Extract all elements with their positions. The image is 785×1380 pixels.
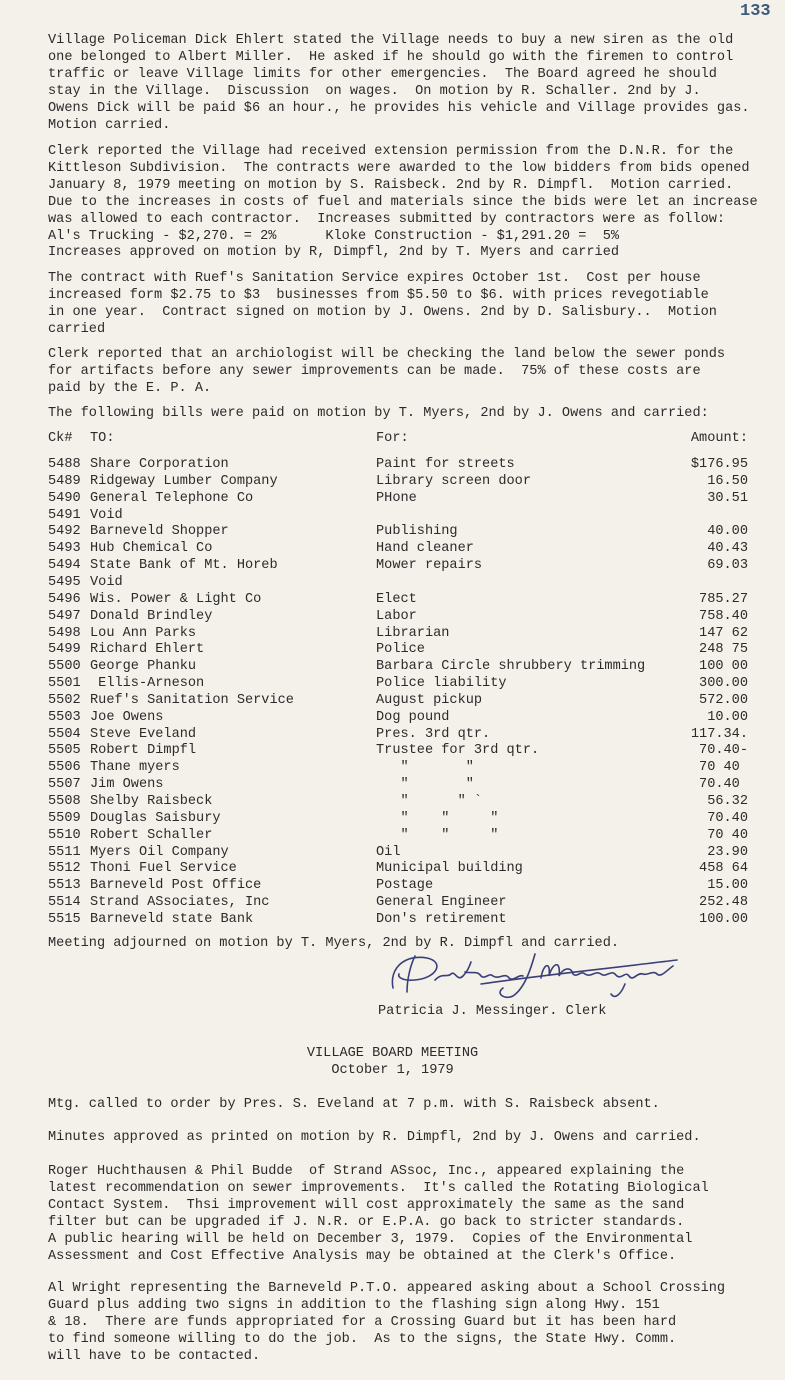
check-number: 5513	[48, 878, 81, 894]
purpose: Librarian	[376, 625, 450, 641]
check-number: 5496	[48, 591, 81, 607]
table-row	[48, 861, 748, 878]
purpose: Don's retirement	[376, 911, 507, 927]
paragraph-sewer-improvements: Roger Huchthausen & Phil Budde of Strand ASsoc, Inc., appeared explaining the latest recommendation on sewer improvements. It's called the Rotating Biological Contact System. Thsi improvement will cost approximately the same as the sand filter but can be upgraded if J. N.R. or E.P.A. go back to stricter standards. A public hearing will be held on December 3, 1979. Copies of the Environmental Assessment and Cost Effective Analysis may be obtained at the Clerk's Office.	[48, 1164, 709, 1264]
table-row	[48, 457, 748, 474]
purpose: " " "	[376, 810, 499, 826]
payee: Douglas Saisbury	[90, 810, 221, 826]
payee: Robert Schaller	[90, 827, 213, 843]
purpose: Hand cleaner	[376, 541, 474, 557]
payee: Ridgeway Lumber Company	[90, 473, 278, 489]
check-number: 5491	[48, 507, 81, 523]
check-number: 5509	[48, 810, 81, 826]
payee: Myers Oil Company	[90, 844, 229, 860]
check-number: 5501	[48, 676, 81, 692]
amount: 70.40	[707, 810, 748, 826]
table-row	[48, 878, 748, 895]
purpose: General Engineer	[376, 895, 507, 911]
header-check-number: Ck#	[48, 431, 73, 446]
payee: Void	[90, 507, 123, 523]
amount: 16.50	[707, 473, 748, 489]
table-row	[48, 659, 748, 676]
amount: 30.51	[707, 490, 748, 506]
amount: 56.32	[707, 794, 748, 809]
purpose: Elect	[376, 591, 417, 607]
payee: Barneveld Shopper	[90, 524, 229, 540]
purpose: Police liability	[376, 676, 507, 692]
amount: 70 40	[699, 760, 748, 776]
amount: 70 40	[707, 827, 748, 843]
table-row	[48, 743, 748, 760]
check-number: 5514	[48, 895, 81, 911]
table-row	[48, 592, 748, 609]
payee: George Phanku	[90, 659, 197, 675]
amount: 70.40-	[699, 743, 748, 759]
amount: 23.90	[707, 844, 748, 860]
check-number: 5503	[48, 709, 81, 725]
paragraph-minutes-approved: Minutes approved as printed on motion by R. Dimpfl, 2nd by J. Owens and carried.	[48, 1130, 701, 1145]
meeting-date: October 1, 1979	[331, 1063, 454, 1078]
header-amount: Amount:	[690, 431, 748, 446]
purpose: Dog pound	[376, 709, 450, 725]
check-number: 5505	[48, 743, 81, 759]
adjournment-text: Meeting adjourned on motion by T. Myers, 2nd by R. Dimpfl and carried.	[48, 936, 620, 951]
paragraph-call-to-order: Mtg. called to order by Pres. S. Eveland at 7 p.m. with S. Raisbeck absent.	[48, 1097, 660, 1112]
amount: 300.00	[699, 676, 748, 692]
table-row	[48, 642, 748, 659]
header-for: For:	[376, 431, 409, 446]
check-number: 5493	[48, 541, 81, 557]
header-to: TO:	[90, 431, 115, 446]
table-row	[48, 710, 748, 727]
table-row	[48, 845, 748, 862]
purpose: Barbara Circle shrubbery trimming	[376, 659, 646, 675]
amount: 40.43	[707, 541, 748, 557]
table-row	[48, 895, 748, 912]
check-number: 5508	[48, 794, 81, 809]
table-row	[48, 474, 748, 491]
amount: 758.40	[699, 608, 748, 624]
check-number: 5489	[48, 473, 81, 489]
payee: Steve Eveland	[90, 726, 197, 742]
amount: 572.00	[699, 692, 748, 708]
table-row	[48, 558, 748, 575]
table-row	[48, 541, 748, 558]
payee: Ellis-Arneson	[90, 676, 205, 692]
bills-table-header	[48, 431, 748, 448]
check-number: 5502	[48, 692, 81, 708]
payee: Richard Ehlert	[90, 642, 205, 658]
check-number: 5515	[48, 911, 81, 927]
check-number: 5499	[48, 642, 81, 658]
payee: Wis. Power & Light Co	[90, 591, 262, 607]
check-number: 5494	[48, 558, 81, 574]
purpose: Oil	[376, 844, 401, 860]
table-row	[48, 912, 748, 929]
payee: Ruef's Sanitation Service	[90, 692, 294, 708]
payee: Hub Chemical Co	[90, 541, 213, 557]
check-number: 5495	[48, 574, 81, 590]
check-number: 5511	[48, 844, 81, 860]
table-row	[48, 693, 748, 710]
purpose: Library screen door	[376, 473, 531, 489]
amount: 10.00	[707, 709, 748, 725]
amount: 70.40	[699, 777, 748, 793]
table-row	[48, 811, 748, 828]
clerk-name: Patricia J. Messinger. Clerk	[378, 1004, 607, 1019]
purpose: Postage	[376, 878, 434, 894]
amount: 100 00	[699, 659, 748, 675]
payee: Robert Dimpfl	[90, 743, 197, 759]
paragraph-policeman-siren: Village Policeman Dick Ehlert stated the Village needs to buy a new siren as the old one belonged to Albert Miller. He asked if he should go with the firemen to control traffic or leave Village limits for other emergencies. The Board agreed he should stay in the Village. Discussion on wages. On motion by R. Schaller. 2nd by J. Owens Dick will be paid $6 an hour., he provides his vehicle and Village provides gas. Motion carried.	[48, 33, 750, 133]
purpose: Pres. 3rd qtr.	[376, 726, 491, 742]
payee: Shelby Raisbeck	[90, 794, 213, 809]
purpose: August pickup	[376, 692, 483, 708]
amount: 15.00	[707, 878, 748, 894]
table-row	[48, 727, 748, 744]
table-row	[48, 575, 748, 592]
purpose: Municipal building	[376, 861, 523, 877]
purpose: Trustee for 3rd qtr.	[376, 743, 540, 759]
check-number: 5498	[48, 625, 81, 641]
table-row	[48, 794, 748, 811]
purpose: Mower repairs	[376, 558, 483, 574]
check-number: 5500	[48, 659, 81, 675]
amount: 69.03	[707, 558, 748, 574]
check-number: 5497	[48, 608, 81, 624]
paragraph-kittleson-subdivision: Clerk reported the Village had received extension permission from the D.N.R. for the Kittleson Subdivision. The contracts were awarded to the low bidders from bids opened January 8, 1979 meeting on motion by S. Raisbeck. 2nd by R. Dimpfl. Motion carried. Due to the increases in costs of fuel and materials since the bids were let an increase was allowed to each contractor. Increases submitted by contractors were as follow: Al's Trucking - $2,270. = 2% Kloke Construction - $1,291.20 = 5% Increases approved on motion by R, Dimpfl, 2nd by T. Myers and carried	[48, 144, 758, 261]
purpose: Publishing	[376, 524, 458, 540]
purpose: " "	[376, 760, 474, 776]
page-number: 133	[740, 2, 771, 21]
payee: State Bank of Mt. Horeb	[90, 558, 278, 574]
amount: 248 75	[699, 642, 748, 658]
table-row	[48, 828, 748, 845]
check-number: 5507	[48, 777, 81, 793]
purpose: Labor	[376, 608, 417, 624]
table-row	[48, 609, 748, 626]
amount: 458 64	[699, 861, 748, 877]
paragraph-sanitation-contract: The contract with Ruef's Sanitation Service expires October 1st. Cost per house increased form $2.75 to $3 businesses from $5.50 to $6. with prices revegotiable in one year. Contract signed on motion by J. Owens. 2nd by D. Salisbury.. Motion carried	[48, 271, 717, 337]
purpose: " " "	[376, 827, 499, 843]
purpose: Police	[376, 642, 425, 658]
payee: General Telephone Co	[90, 490, 254, 506]
amount: 117.34.	[690, 726, 748, 742]
payee: Lou Ann Parks	[90, 625, 197, 641]
check-number: 5506	[48, 760, 81, 776]
table-row	[48, 508, 748, 525]
check-number: 5490	[48, 490, 81, 506]
amount: 147 62	[699, 625, 748, 641]
payee: Donald Brindley	[90, 608, 213, 624]
meeting-title: VILLAGE BOARD MEETING	[306, 1046, 479, 1061]
payee: Void	[90, 574, 123, 590]
check-number: 5504	[48, 726, 81, 742]
payee: Barneveld Post Office	[90, 878, 262, 894]
purpose: " "	[376, 777, 474, 793]
payee: Jim Owens	[90, 777, 164, 793]
table-row	[48, 524, 748, 541]
paragraph-bills-intro: The following bills were paid on motion by T. Myers, 2nd by J. Owens and carried:	[48, 406, 709, 421]
check-number: 5492	[48, 524, 81, 540]
payee: Joe Owens	[90, 709, 164, 725]
amount: 785.27	[699, 591, 748, 607]
table-row	[48, 777, 748, 794]
payee: Thane myers	[90, 760, 180, 776]
payee: Strand ASsociates, Inc	[90, 895, 270, 911]
table-row	[48, 491, 748, 508]
table-row	[48, 676, 748, 693]
payee: Barneveld state Bank	[90, 911, 254, 927]
payee: Thoni Fuel Service	[90, 861, 237, 877]
check-number: 5488	[48, 457, 81, 472]
amount: 40.00	[707, 524, 748, 540]
purpose: " " `	[376, 794, 483, 809]
paragraph-crossing-guard: Al Wright representing the Barneveld P.T.O. appeared asking about a School Crossing Guard plus adding two signs in addition to the flashing sign along Hwy. 151 & 18. There are funds appropriated for a Crossing Guard but it has been hard to find someone willing to do the job. As to the signs, the State Hwy. Comm. will have to be contacted.	[48, 1281, 726, 1364]
amount: $176.95	[690, 457, 748, 472]
payee: Share Corporation	[90, 457, 229, 472]
check-number: 5510	[48, 827, 81, 843]
amount: 252.48	[699, 895, 748, 911]
handwritten-signature-icon	[385, 948, 685, 1008]
table-row	[48, 626, 748, 643]
paragraph-archaeologist: Clerk reported that an archiologist will be checking the land below the sewer ponds for artifacts before any sewer improvements can be made. 75% of these costs are paid by the E. P. A.	[48, 347, 726, 396]
purpose: PHone	[376, 490, 417, 506]
table-row	[48, 760, 748, 777]
purpose: Paint for streets	[376, 457, 515, 472]
check-number: 5512	[48, 861, 81, 877]
amount: 100.00	[699, 911, 748, 927]
